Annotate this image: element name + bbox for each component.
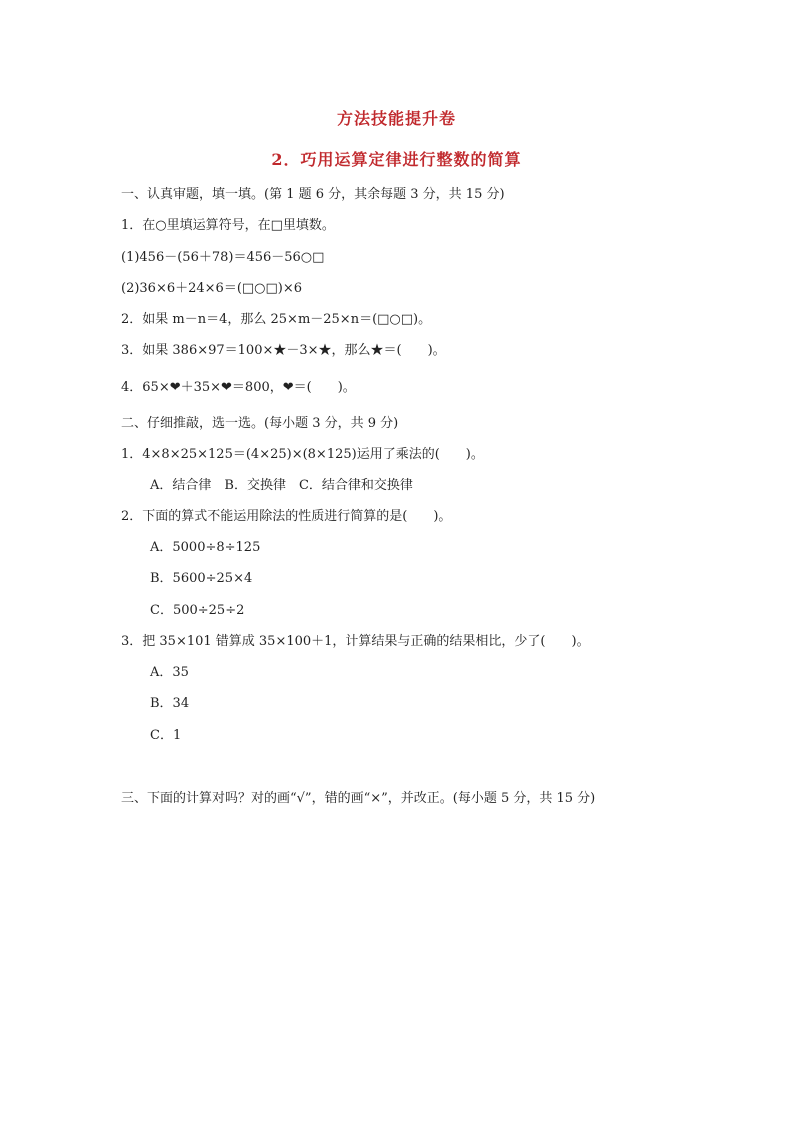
question-2-3-option-a: A．35 [150,665,189,680]
question-1-3: 3．如果 386×97＝100×★－3×★，那么★＝( )。 [121,343,446,358]
question-1-2: 2．如果 m－n＝4，那么 25×m－25×n＝(□○□)。 [121,312,432,327]
doc-title: 方法技能提升卷 [336,109,456,128]
question-2-3: 3．把 35×101 错算成 35×100＋1，计算结果与正确的结果相比，少了( )。 [121,634,590,649]
question-2-2-option-a: A．5000÷8÷125 [150,540,261,555]
question-1-4: 4．65×❤＋35×❤＝800，❤＝( )。 [121,380,356,395]
question-2-2-option-b: B．5600÷25×4 [150,571,253,586]
doc-subtitle: 2．巧用运算定律进行整数的简算 [271,150,522,169]
question-2-3-option-c: C．1 [150,728,182,743]
section-3-heading: 三、下面的计算对吗？对的画“√”，错的画“×”，并改正。(每小题 5 分，共 15 分) [121,791,596,806]
section-2-heading: 二、仔细推敲，选一选。(每小题 3 分，共 9 分) [121,416,399,431]
question-1-1-part-1: (1)456－(56＋78)＝456－56○□ [121,250,325,265]
question-2-2-option-c: C．500÷25÷2 [150,603,245,618]
question-2-2: 2．下面的算式不能运用除法的性质进行简算的是( )。 [121,509,452,524]
question-1-1-part-2: (2)36×6＋24×6＝(□○□)×6 [121,281,303,296]
section-1-heading: 一、认真审题，填一填。(第 1 题 6 分，其余每题 3 分，共 15 分) [121,187,505,202]
question-2-1: 1．4×8×25×125＝(4×25)×(8×125)运用了乘法的( )。 [121,447,484,462]
question-2-1-options: A．结合律 B．交换律 C．结合律和交换律 [150,478,413,493]
question-1-1: 1．在○里填运算符号，在□里填数。 [121,218,335,233]
question-2-3-option-b: B．34 [150,696,190,711]
